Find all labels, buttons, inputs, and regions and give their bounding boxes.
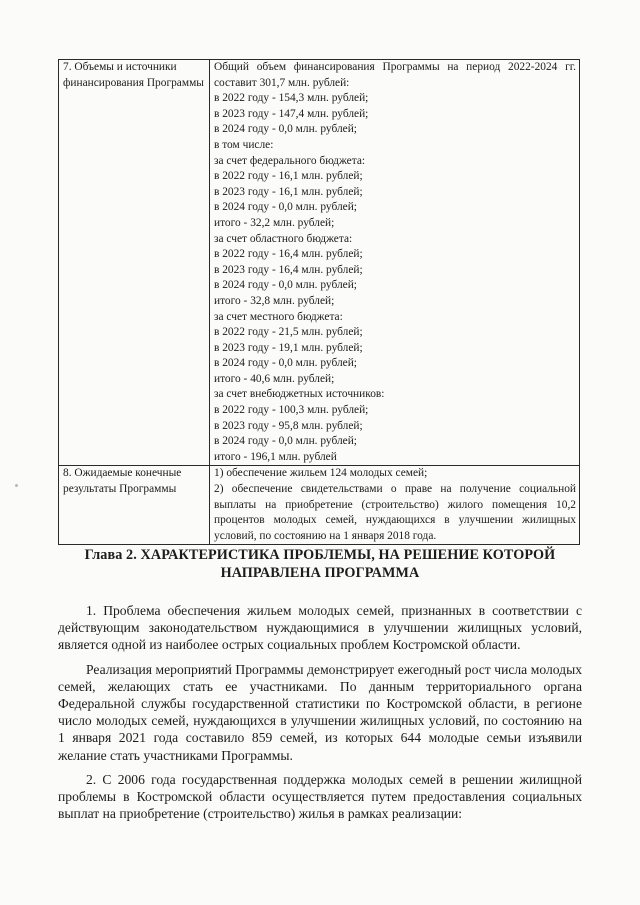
paragraph-2: Реализация мероприятий Программы демонстрирует ежегодный рост числа молодых семей, желающих стать ее участниками. По данным территориального органа Федеральной службы государственной статистики по Костромской области, в регионе число молодых семей, нуждающихся в улучшении жилищных условий, по состоянию на 1 января 2021 года составило 859 семей, из которых 644 молодые семьи изъявили желание стать участниками Программы. [58,661,582,763]
program-passport-table [58,59,580,545]
financing-line: в 2022 году - 100,3 млн. рублей; [214,404,369,417]
paragraph-1: 1. Проблема обеспечения жильем молодых семей, признанных в соответствии с действующим законодательством нуждающимися в улучшении жилищных условий, является одной из наиболее острых социальных проблем Костромской области. [58,603,582,653]
result-item-1: 1) обеспечение жильем 124 молодых семей; [214,467,428,480]
financing-line: в 2024 году - 0,0 млн. рублей; [214,201,357,214]
results-value-cell [210,466,580,545]
results-label: 8. Ожидаемые конечные результаты Программы [63,467,182,496]
chapter-body [58,602,582,822]
table-row-results [59,466,580,545]
financing-line: итого - 32,2 млн. рублей; [214,216,335,229]
paragraph-3: 2. С 2006 года государственная поддержка молодых семей в решении жилищной проблемы в Костромской области осуществляется путем предоставления социальных выплат на приобретение (строительство) жилья в рамках реализации: [58,771,582,822]
financing-line: в 2022 году - 154,3 млн. рублей; [214,92,369,105]
financing-line: в 2022 году - 21,5 млн. рублей; [214,326,363,339]
financing-line: в 2023 году - 95,8 млн. рублей; [214,419,363,432]
financing-line: в 2023 году - 147,4 млн. рублей; [214,107,369,120]
table-row-financing [59,60,580,466]
financing-line: в 2024 году - 0,0 млн. рублей; [214,279,357,292]
financing-intro: Общий объем финансирования Программы на период 2022-2024 гг. составит 301,7 млн. рублей: [214,61,576,89]
chapter-heading-line-1: Глава 2. ХАРАКТЕРИСТИКА ПРОБЛЕМЫ, НА РЕШЕНИЕ КОТОРОЙ [84,547,556,563]
financing-line: за счет внебюджетных источников: [214,388,385,401]
financing-line: в том числе: [214,138,274,151]
financing-line: за счет федерального бюджета: [214,154,366,167]
financing-line: итого - 32,8 млн. рублей; [214,294,335,307]
financing-line: в 2024 году - 0,0 млн. рублей; [214,435,357,448]
financing-lines [214,91,576,465]
results-label-cell [59,466,210,545]
chapter-heading-line-2: НАПРАВЛЕНА ПРОГРАММА [220,565,420,581]
financing-line: за счет областного бюджета: [214,232,353,245]
financing-line: в 2023 году - 16,1 млн. рублей; [214,185,363,198]
result-item-2: 2) обеспечение свидетельствами о праве на получение социальной выплаты на приобретение (строительство) жилого помещения 10,2 процентов молодых семей, нуждающихся в улучшении жилищных условий, по состоянию на 1 января 2018 года. [214,483,576,542]
financing-label-cell [59,60,210,466]
financing-line: в 2022 году - 16,1 млн. рублей; [214,170,363,183]
financing-line: итого - 196,1 млн. рублей [214,450,337,463]
financing-line: в 2024 году - 0,0 млн. рублей; [214,123,357,136]
financing-line: в 2024 году - 0,0 млн. рублей; [214,357,357,370]
financing-line: за счет местного бюджета: [214,310,343,323]
financing-value-cell [210,60,580,466]
financing-line: в 2023 году - 19,1 млн. рублей; [214,341,363,354]
chapter-heading [58,546,582,582]
financing-line: итого - 40,6 млн. рублей; [214,372,335,385]
financing-label: 7. Объемы и источники финансирования Программы [63,61,204,89]
scan-dot [15,484,18,487]
financing-line: в 2022 году - 16,4 млн. рублей; [214,248,363,261]
financing-line: в 2023 году - 16,4 млн. рублей; [214,263,363,276]
